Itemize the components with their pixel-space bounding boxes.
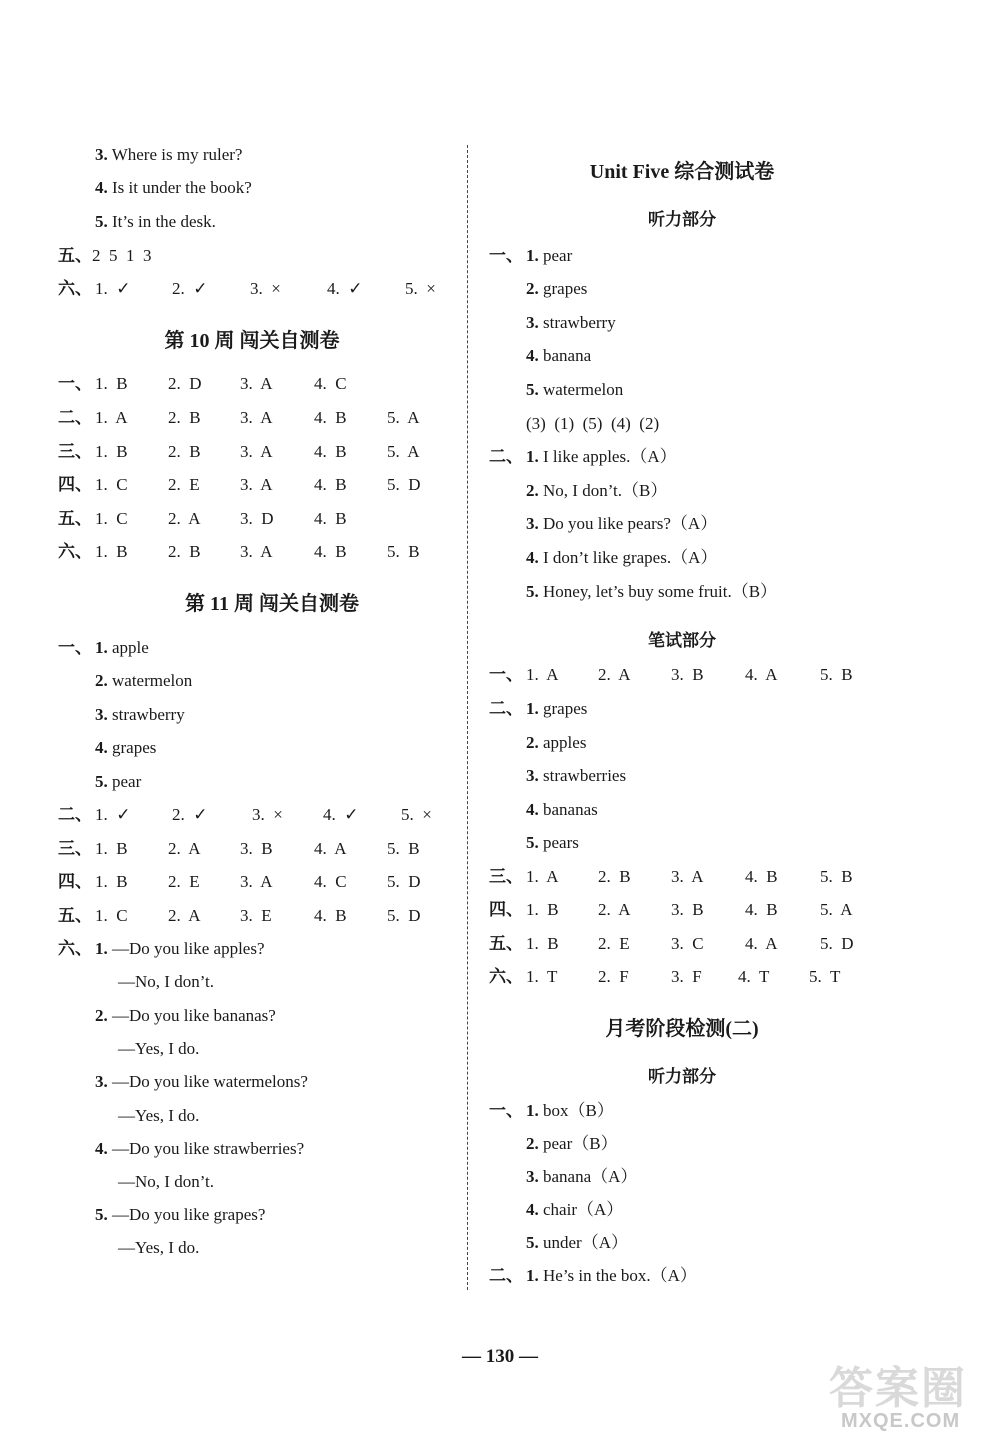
list-item [526,480,667,502]
list-item [526,245,572,267]
dialogue-item [95,1071,308,1093]
item-text: chair（A） [543,1200,624,1219]
answer-row [489,866,889,888]
list-item [526,1133,618,1155]
section-label: 六、 [58,939,92,958]
item-number: 1. [526,246,539,265]
item-text: Is it under the book? [112,178,252,197]
answer-cell: 5. A [387,408,420,427]
answer-row [58,508,458,530]
list-item [526,446,677,468]
answer-row [58,441,458,463]
section-label: 五、 [58,906,92,925]
answer-cell: 3. A [240,542,273,561]
answer-cell: 5. A [387,442,420,461]
item-text: apple [112,638,149,657]
answer-cell: 3. F [671,967,702,986]
answer-cell: 3. D [240,509,274,528]
section-label: 六、 [489,967,523,986]
item-number: 4. [95,178,108,197]
answer-cell: 2. B [598,867,631,886]
answer-row [489,664,889,686]
list-item [526,312,616,334]
item-number: 3. [526,313,539,332]
item-text: watermelon [543,380,624,399]
answer-cell: 2. B [168,408,201,427]
subsection-title: 笔试部分 [648,631,716,650]
list-item [526,698,587,720]
answer-cell: 2. A [168,839,201,858]
item-number: 2. [526,1134,539,1153]
dialogue-answer: —No, I don’t. [118,972,215,991]
section-label: 三、 [58,839,92,858]
section-label: 五、 [489,934,523,953]
answer-row [58,905,458,927]
item-number: 1. [526,447,539,466]
section-label: 二、 [489,1266,523,1285]
answer-row [58,804,458,826]
answer-cell: 5. B [820,665,853,684]
item-number: 4. [95,1139,108,1158]
order-answer: (3) (1) (5) (4) (2) [526,414,660,433]
item-number: 4. [526,800,539,819]
section-title: 第 11 周 闯关自测卷 [185,593,359,615]
item-text: grapes [543,279,588,298]
dialogue-question: —Do you like strawberries? [112,1139,305,1158]
item-number: 4. [95,738,108,757]
answer-cell: 1. C [95,509,128,528]
item-text: strawberries [543,766,627,785]
answer-cell: 3. A [671,867,704,886]
answer-cell: 4. B [314,906,347,925]
item-number: 5. [95,212,108,231]
watermark-mark: 答案圈 [829,1363,967,1414]
section-label: 六、 [58,542,92,561]
answer-cell: 5. D [820,934,854,953]
item-number: 3. [526,1167,539,1186]
answer-cell: 3. A [240,374,273,393]
item-text: apples [543,733,587,752]
list-item [526,765,626,787]
watermark-logo [815,1352,995,1438]
answer-row [58,278,458,300]
item-number: 1. [95,638,108,657]
answer-cell: 1. B [95,839,128,858]
list-item [95,144,242,166]
list-item [526,1232,628,1254]
section-label: 二、 [489,447,523,466]
list-item [526,278,587,300]
item-text: pear [112,772,142,791]
answer-cell: 1. C [95,475,128,494]
answer-cell: 3. B [671,900,704,919]
item-number: 2. [526,481,539,500]
list-item [526,513,717,535]
answer-cell: 4. B [314,542,347,561]
section-label: 一、 [58,638,92,657]
answer-cell: 3. × [252,805,283,824]
answer-cell: 2. E [168,872,200,891]
item-number: 1. [526,699,539,718]
answer-cell: 1. ✓ [95,279,131,298]
item-text: grapes [543,699,588,718]
dialogue-question: —Do you like grapes? [112,1205,266,1224]
dialogue-question: —Do you like bananas? [112,1006,276,1025]
answer-row [58,474,458,496]
item-text: pears [543,833,579,852]
section-label: 二、 [489,699,523,718]
item-number: 2. [526,733,539,752]
answer-cell: 1. B [95,374,128,393]
answer-cell: 2. ✓ [172,279,208,298]
answer-cell: 5. × [405,279,436,298]
list-item [95,771,141,793]
item-text: Do you like pears?（A） [543,514,718,533]
answer-text: 2 5 1 3 [92,246,152,265]
item-number: 3. [95,145,108,164]
page-number: — 130 — [462,1346,538,1367]
answer-cell: 1. B [526,900,559,919]
item-text: strawberry [112,705,185,724]
section-label: 五、 [58,246,92,265]
subsection-title: 听力部分 [648,210,716,229]
list-item [95,637,149,659]
item-number: 2. [526,279,539,298]
dialogue-item [95,1138,304,1160]
item-text: I don’t like grapes.（A） [543,548,718,567]
answer-cell: 2. E [598,934,630,953]
list-item [526,799,598,821]
answer-cell: 4. B [745,867,778,886]
answer-cell: 3. A [240,442,273,461]
section-label: 四、 [489,900,523,919]
item-text: He’s in the box.（A） [543,1266,697,1285]
section-label: 一、 [489,246,523,265]
answer-cell: 2. E [168,475,200,494]
answer-cell: 4. B [314,442,347,461]
item-number: 2. [95,1006,108,1025]
item-text: I like apples.（A） [543,447,677,466]
answer-cell: 4. B [314,475,347,494]
column-divider [467,145,468,1290]
section-title: Unit Five 综合测试卷 [589,161,775,183]
dialogue-item [95,1005,276,1027]
item-text: No, I don’t.（B） [543,481,668,500]
item-text: strawberry [543,313,616,332]
list-item [95,670,192,692]
answer-row [58,373,458,395]
section-label: 三、 [489,867,523,886]
answer-cell: 1. B [95,542,128,561]
answer-cell: 5. D [387,872,421,891]
item-text: Honey, let’s buy some fruit.（B） [543,582,778,601]
dialogue-answer: —Yes, I do. [118,1039,200,1058]
answer-row [489,966,889,988]
answer-row [58,541,458,563]
answer-cell: 2. ✓ [172,805,208,824]
answer-cell: 1. T [526,967,558,986]
answer-cell: 4. A [314,839,347,858]
list-item [95,211,216,233]
answer-cell: 3. × [250,279,281,298]
answer-cell: 5. B [820,867,853,886]
answer-cell: 1. A [526,665,559,684]
answer-cell: 1. B [95,442,128,461]
section-label: 六、 [58,279,92,298]
list-item [526,732,586,754]
answer-cell: 3. E [240,906,272,925]
answer-cell: 3. B [671,665,704,684]
item-text: bananas [543,800,598,819]
answer-cell: 2. F [598,967,629,986]
section-label: 四、 [58,475,92,494]
answer-cell: 3. A [240,408,273,427]
list-item [95,737,156,759]
answer-cell: 5. B [387,839,420,858]
list-item [526,1100,614,1122]
answer-cell: 5. × [401,805,432,824]
list-item [526,547,717,569]
answer-cell: 3. A [240,475,273,494]
answer-cell: 5. A [820,900,853,919]
dialogue-item [95,938,265,960]
answer-cell: 3. C [671,934,704,953]
section-label: 二、 [58,805,92,824]
list-item [526,1265,697,1287]
answer-cell: 4. B [745,900,778,919]
answer-cell: 3. A [240,872,273,891]
answer-cell: 4. B [314,509,347,528]
answer-cell: 1. A [95,408,128,427]
list-item [526,345,591,367]
item-text: Where is my ruler? [111,145,243,164]
answer-cell: 2. D [168,374,202,393]
answer-cell: 2. A [168,509,201,528]
item-number: 1. [526,1101,539,1120]
answer-cell: 4. B [314,408,347,427]
item-number: 5. [95,772,108,791]
answer-cell: 2. A [168,906,201,925]
item-number: 4. [526,346,539,365]
item-number: 3. [95,705,108,724]
dialogue-item [95,1204,265,1226]
item-text: banana [543,346,592,365]
item-number: 5. [95,1205,108,1224]
item-number: 4. [526,1200,539,1219]
item-text: grapes [112,738,157,757]
item-number: 1. [526,1266,539,1285]
item-text: It’s in the desk. [112,212,216,231]
list-item [526,581,777,603]
answer-cell: 2. B [168,542,201,561]
answer-cell: 2. A [598,900,631,919]
section-title: 第 10 周 闯关自测卷 [164,330,340,352]
answer-cell: 5. T [809,967,841,986]
answer-cell: 1. C [95,906,128,925]
list-item [526,1199,623,1221]
item-number: 1. [95,939,108,958]
answer-cell: 4. ✓ [323,805,359,824]
dialogue-question: —Do you like watermelons? [112,1072,308,1091]
section-label: 五、 [58,509,92,528]
dialogue-answer: —Yes, I do. [118,1106,200,1125]
dialogue-answer: —No, I don’t. [118,1172,215,1191]
section-label: 一、 [489,665,523,684]
item-number: 3. [95,1072,108,1091]
answer-cell: 1. B [526,934,559,953]
item-text: pear（B） [543,1134,618,1153]
answer-cell: 4. C [314,374,347,393]
item-text: watermelon [112,671,193,690]
list-item [95,177,252,199]
answer-cell: 4. ✓ [327,279,363,298]
answer-cell: 2. A [598,665,631,684]
dialogue-answer: —Yes, I do. [118,1238,200,1257]
answer-cell: 4. A [745,934,778,953]
dialogue-question: —Do you like apples? [112,939,265,958]
item-text: under（A） [543,1233,628,1252]
item-number: 3. [526,766,539,785]
answer-cell: 4. T [738,967,770,986]
list-item [526,832,579,854]
list-item [95,704,185,726]
watermark-url: MXQE.COM [841,1410,961,1432]
answer-cell: 4. A [745,665,778,684]
answer-cell: 5. B [387,542,420,561]
section-label: 一、 [489,1101,523,1120]
answer-cell: 2. B [168,442,201,461]
item-text: banana（A） [543,1167,638,1186]
section-label: 三、 [58,442,92,461]
subsection-title: 听力部分 [648,1067,716,1086]
section-label: 二、 [58,408,92,427]
item-number: 5. [526,1233,539,1252]
answer-cell: 1. ✓ [95,805,131,824]
answer-row [58,407,458,429]
item-number: 5. [526,380,539,399]
item-number: 4. [526,548,539,567]
answer-row [489,899,889,921]
answer-cell: 1. B [95,872,128,891]
item-text: pear [543,246,573,265]
item-number: 3. [526,514,539,533]
item-number: 5. [526,582,539,601]
answer-cell: 5. D [387,906,421,925]
section-label: 四、 [58,872,92,891]
answer-row [58,871,458,893]
answer-cell: 4. C [314,872,347,891]
answer-row [58,245,152,267]
section-title: 月考阶段检测(二) [605,1018,759,1040]
item-text: box（B） [543,1101,614,1120]
answer-cell: 1. A [526,867,559,886]
section-label: 一、 [58,374,92,393]
list-item [526,379,623,401]
item-number: 2. [95,671,108,690]
answer-cell: 5. D [387,475,421,494]
answer-cell: 3. B [240,839,273,858]
list-item [526,1166,637,1188]
answer-row [489,933,889,955]
item-number: 5. [526,833,539,852]
answer-row [58,838,458,860]
